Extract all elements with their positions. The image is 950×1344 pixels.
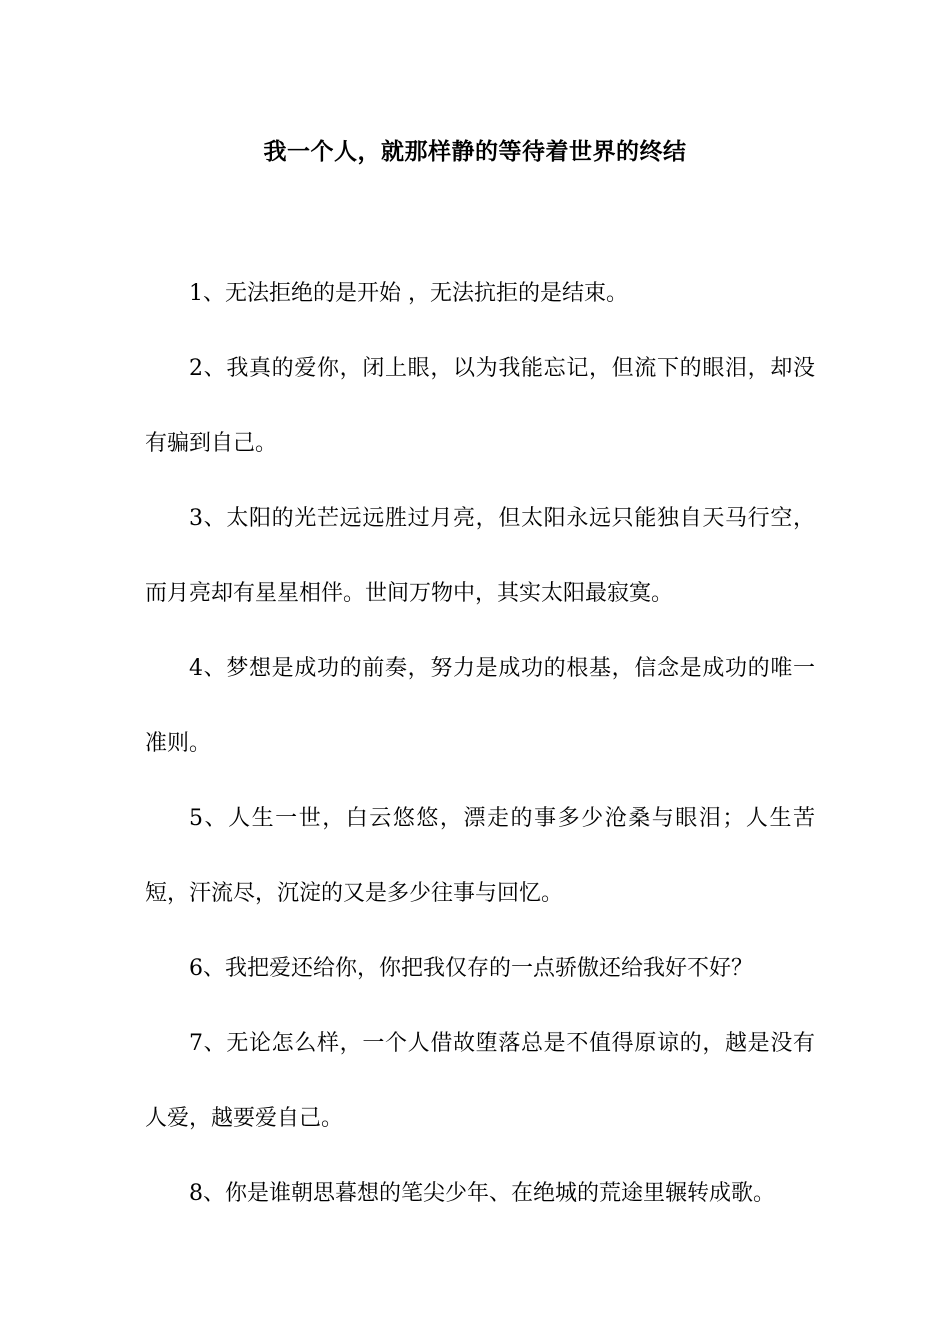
- paragraph-5: 5、人生一世，白云悠悠，漂走的事多少沧桑与眼泪；人生苦短，汗流尽，沉淀的又是多少往事与回忆。: [145, 806, 815, 906]
- paragraph-6: 6、我把爱还给你，你把我仅存的一点骄傲还给我好不好？: [189, 956, 753, 981]
- paragraph-2: 2、我真的爱你，闭上眼，以为我能忘记，但流下的眼泪，却没有骗到自己。: [145, 356, 815, 456]
- paragraph-8: 8、你是谁朝思暮想的笔尖少年、在绝城的荒途里辗转成歌。: [189, 1181, 775, 1206]
- paragraph-3: 3、太阳的光芒远远胜过月亮，但太阳永远只能独自天马行空，而月亮却有星星相伴。世间万物中，其实太阳最寂寞。: [145, 506, 815, 606]
- document-body: [145, 256, 815, 1231]
- paragraph-1: 1、无法拒绝的是开始 ，无法抗拒的是结束。: [189, 281, 628, 306]
- document-title: 我一个人，就那样静的等待着世界的终结: [263, 139, 687, 165]
- paragraph-7: 7、无论怎么样，一个人借故堕落总是不值得原谅的，越是没有人爱，越要爱自己。: [145, 1031, 815, 1131]
- paragraph-4: 4、梦想是成功的前奏，努力是成功的根基，信念是成功的唯一准则。: [145, 656, 815, 756]
